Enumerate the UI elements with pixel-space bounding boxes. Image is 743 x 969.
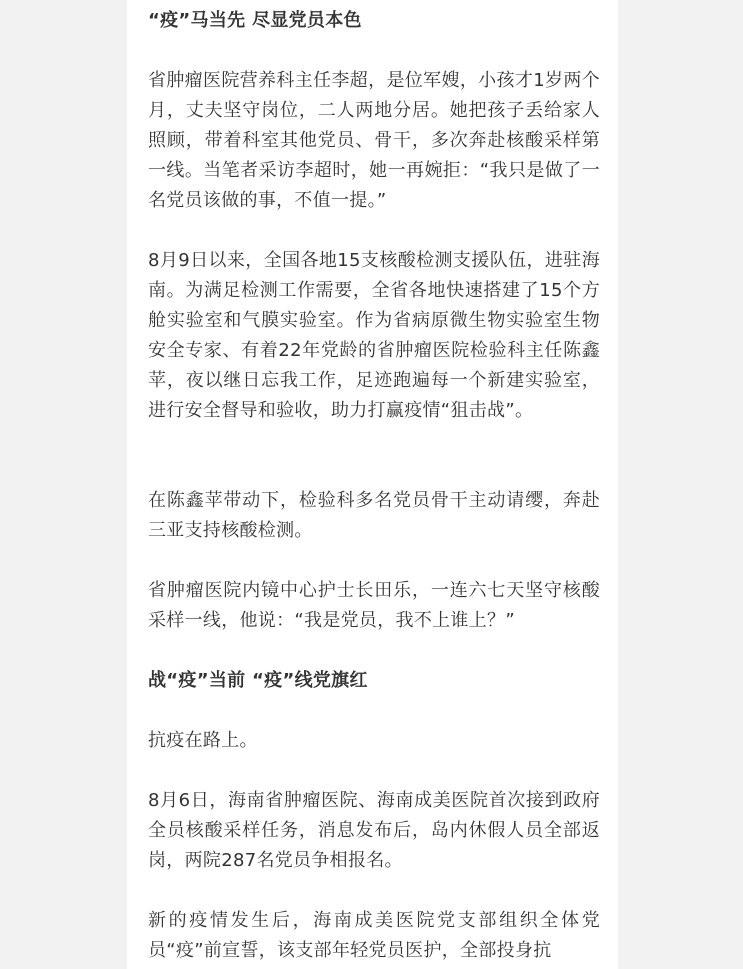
paragraph-lab-volunteers: 在陈鑫苹带动下，检验科多名党员骨干主动请缨，奔赴三亚支持核酸检测。 xyxy=(148,490,600,541)
paragraph-on-the-road: 抗疫在路上。 xyxy=(148,730,258,751)
paragraph-tian-le: 省肿瘤医院内镜中心护士长田乐，一连六七天坚守核酸采样一线，他说：“我是党员，我不上谁上？” xyxy=(148,580,600,631)
article-page xyxy=(127,0,618,969)
section-heading-1: “疫”马当先 尽显党员本色 xyxy=(148,10,362,31)
paragraph-li-chao: 省肿瘤医院营养科主任李超，是位军嫂，小孩才1岁两个月，丈夫坚守岗位，二人两地分居。她把孩子丢给家人照顾，带着科室其他党员、骨干，多次奔赴核酸采样第一线。当笔者采访李超时，她一再婉拒：“我只是做了一名党员该做的事，不值一提。” xyxy=(148,70,600,211)
paragraph-chengmei-branch: 新的疫情发生后，海南成美医院党支部组织全体党员“疫”前宣誓，该支部年轻党员医护，全部投身抗 xyxy=(148,910,600,961)
section-heading-2: 战“疫”当前 “疫”线党旗红 xyxy=(148,670,368,691)
paragraph-chen-xinping: 8月9日以来，全国各地15支核酸检测支援队伍，进驻海南。为满足检测工作需要，全省各地快速搭建了15个方舱实验室和气膜实验室。作为省病原微生物实验室生物安全专家、有着22年党龄的省肿瘤医院检验科主任陈鑫苹，夜以继日忘我工作，足迹跑遍每一个新建实验室，进行安全督导和验收，助力打赢疫情“狙击战”。 xyxy=(148,250,600,421)
paragraph-august-6: 8月6日，海南省肿瘤医院、海南成美医院首次接到政府全员核酸采样任务，消息发布后，岛内休假人员全部返岗，两院287名党员争相报名。 xyxy=(148,790,600,871)
